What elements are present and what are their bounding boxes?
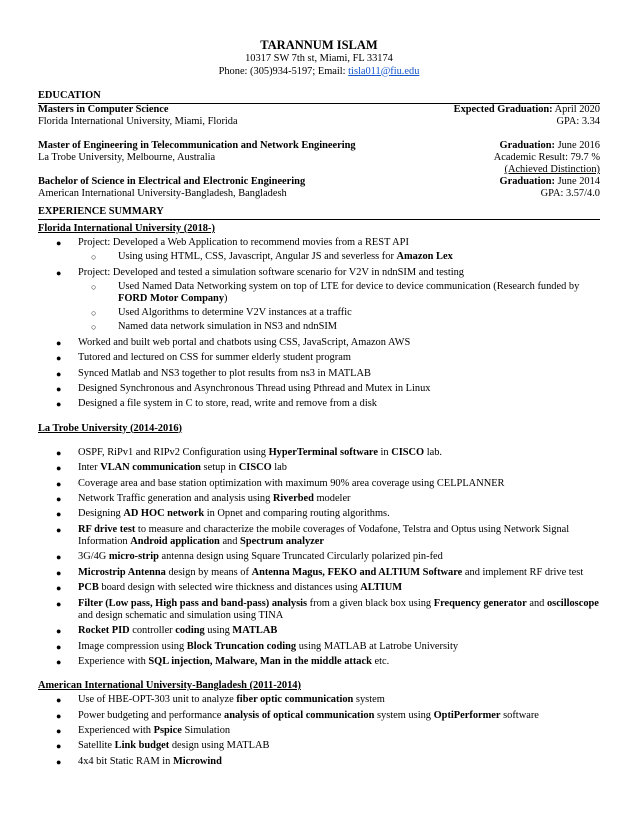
experience-item: ● Coverage area and base station optimization with maximum 90% area coverage using CELPLANNER bbox=[38, 478, 600, 490]
sub-item: ○ Used Named Data Networking system on top of LTE for device to device communication (Research funded by FORD Motor Company) bbox=[78, 281, 600, 305]
sub-bullets bbox=[78, 251, 600, 263]
graduation-date: Expected Graduation: April 2020 bbox=[453, 104, 600, 116]
experience-item: ● Network Traffic generation and analysis using Riverbed modeler bbox=[38, 493, 600, 505]
experience-heading: EXPERIENCE SUMMARY bbox=[38, 206, 600, 220]
experience-item: ● Use of HBE-OPT-303 unit to analyze fiber optic communication system bbox=[38, 694, 600, 706]
experience-bullets bbox=[38, 447, 600, 668]
organization-heading: American International University-Bangladesh (2011-2014) bbox=[38, 680, 301, 692]
academic-result: Academic Result: 79.7 % bbox=[493, 151, 600, 163]
graduation-date: Graduation: June 2016 bbox=[499, 139, 600, 151]
sub-item: ○ Named data network simulation in NS3 and ndnSIM bbox=[78, 321, 600, 333]
experience-item: ● RF drive test to measure and characterize the mobile coverages of Vodafone, Telstra and Optus using Network Signal Information Android application and Spectrum analyzer bbox=[38, 524, 600, 548]
sub-item: ○ Using using HTML, CSS, Javascript, Angular JS and severless for Amazon Lex bbox=[78, 251, 600, 263]
graduation-date: Graduation: June 2014 bbox=[499, 176, 600, 188]
address-line: 10317 SW 7th st, Miami, FL 33174 bbox=[245, 53, 393, 64]
email-link[interactable]: tisla011@fiu.edu bbox=[348, 65, 420, 77]
experience-item: ● Satellite Link budget design using MATLAB bbox=[38, 740, 600, 752]
experience-item: ● Project: Developed and tested a simulation software scenario for V2V in ndnSIM and testing ○ Used Named Data Networking system on top of LTE for device to device communication (Research funded by FORD Motor Company) ○ Used Algorithms to determine V2V instances at a traffic ○ Named data network simulation in NS3 and ndnSIM bbox=[38, 267, 600, 334]
experience-item: ● Image compression using Block Truncation coding using MATLAB at Latrobe University bbox=[38, 641, 600, 653]
experience-item: ● 4x4 bit Static RAM in Microwind bbox=[38, 756, 600, 768]
education-entry bbox=[38, 176, 600, 200]
experience-item: ● Microstrip Antenna design by means of Antenna Magus, FEKO and ALTIUM Software and implement RF drive test bbox=[38, 567, 600, 579]
experience-list bbox=[38, 223, 600, 768]
degree-title: Bachelor of Science in Electrical and Electronic Engineering bbox=[38, 176, 306, 188]
experience-item: ● Experience with SQL injection, Malware, Man in the middle attack etc. bbox=[38, 656, 600, 668]
experience-item: ● Worked and built web portal and chatbots using CSS, JavaScript, Amazon AWS bbox=[38, 337, 600, 349]
experience-item: ● PCB board design with selected wire thickness and distances using ALTIUM bbox=[38, 582, 600, 594]
experience-item: ● Designing AD HOC network in Opnet and comparing routing algorithms. bbox=[38, 508, 600, 520]
degree-title: Master of Engineering in Telecommunication and Network Engineering bbox=[38, 139, 356, 151]
experience-item: ● Tutored and lectured on CSS for summer elderly student program bbox=[38, 352, 600, 364]
school-name: La Trobe University, Melbourne, Australia bbox=[38, 151, 216, 163]
education-heading: EDUCATION bbox=[38, 90, 600, 104]
sub-bullets bbox=[78, 281, 600, 334]
experience-item: ● Rocket PID controller coding using MATLAB bbox=[38, 625, 600, 637]
contact-line bbox=[38, 66, 600, 79]
phone-text: Phone: (305)934-5197; Email: bbox=[218, 65, 349, 77]
experience-item: ● OSPF, RiPv1 and RIPv2 Configuration using HyperTerminal software in CISCO lab. bbox=[38, 447, 600, 459]
sub-item: ○ Used Algorithms to determine V2V instances at a traffic bbox=[78, 307, 600, 319]
school-name: American International University-Bangladesh, Bangladesh bbox=[38, 188, 287, 200]
degree-title: Masters in Computer Science bbox=[38, 104, 169, 116]
experience-item: ● Filter (Low pass, High pass and band-pass) analysis from a given black box using Frequency generator and oscilloscope and design schematic and simulation using TINA bbox=[38, 598, 600, 622]
experience-item: ● 3G/4G micro-strip antenna design using Square Truncated Circularly polarized pin-fed bbox=[38, 551, 600, 563]
experience-item: ● Designed Synchronous and Asynchronous Thread using Pthread and Mutex in Linux bbox=[38, 383, 600, 395]
education-entry bbox=[38, 140, 600, 177]
candidate-name: TARANNUM ISLAM bbox=[260, 38, 378, 52]
experience-item: ● Designed a file system in C to store, read, write and remove from a disk bbox=[38, 398, 600, 410]
education-entry bbox=[38, 104, 600, 128]
experience-item: ● Experienced with Pspice Simulation bbox=[38, 725, 600, 737]
gpa-value: GPA: 3.34 bbox=[556, 116, 600, 128]
experience-item: ● Inter VLAN communication setup in CISCO lab bbox=[38, 462, 600, 474]
school-name: Florida International University, Miami, Florida bbox=[38, 116, 238, 128]
experience-item: ● Synced Matlab and NS3 together to plot results from ns3 in MATLAB bbox=[38, 368, 600, 380]
experience-bullets bbox=[38, 694, 600, 768]
gpa-value: GPA: 3.57/4.0 bbox=[540, 188, 600, 200]
experience-item: ● Project: Developed a Web Application to recommend movies from a REST API ○ Using using HTML, CSS, Javascript, Angular JS and severless for Amazon Lex bbox=[38, 237, 600, 263]
experience-item: ● Power budgeting and performance analysis of optical communication system using OptiPerformer software bbox=[38, 710, 600, 722]
organization-heading: Florida International University (2018-) bbox=[38, 222, 215, 234]
organization-heading: La Trobe University (2014-2016) bbox=[38, 422, 183, 434]
experience-bullets bbox=[38, 237, 600, 411]
distinction-note: (Achieved Distinction) bbox=[504, 164, 600, 176]
